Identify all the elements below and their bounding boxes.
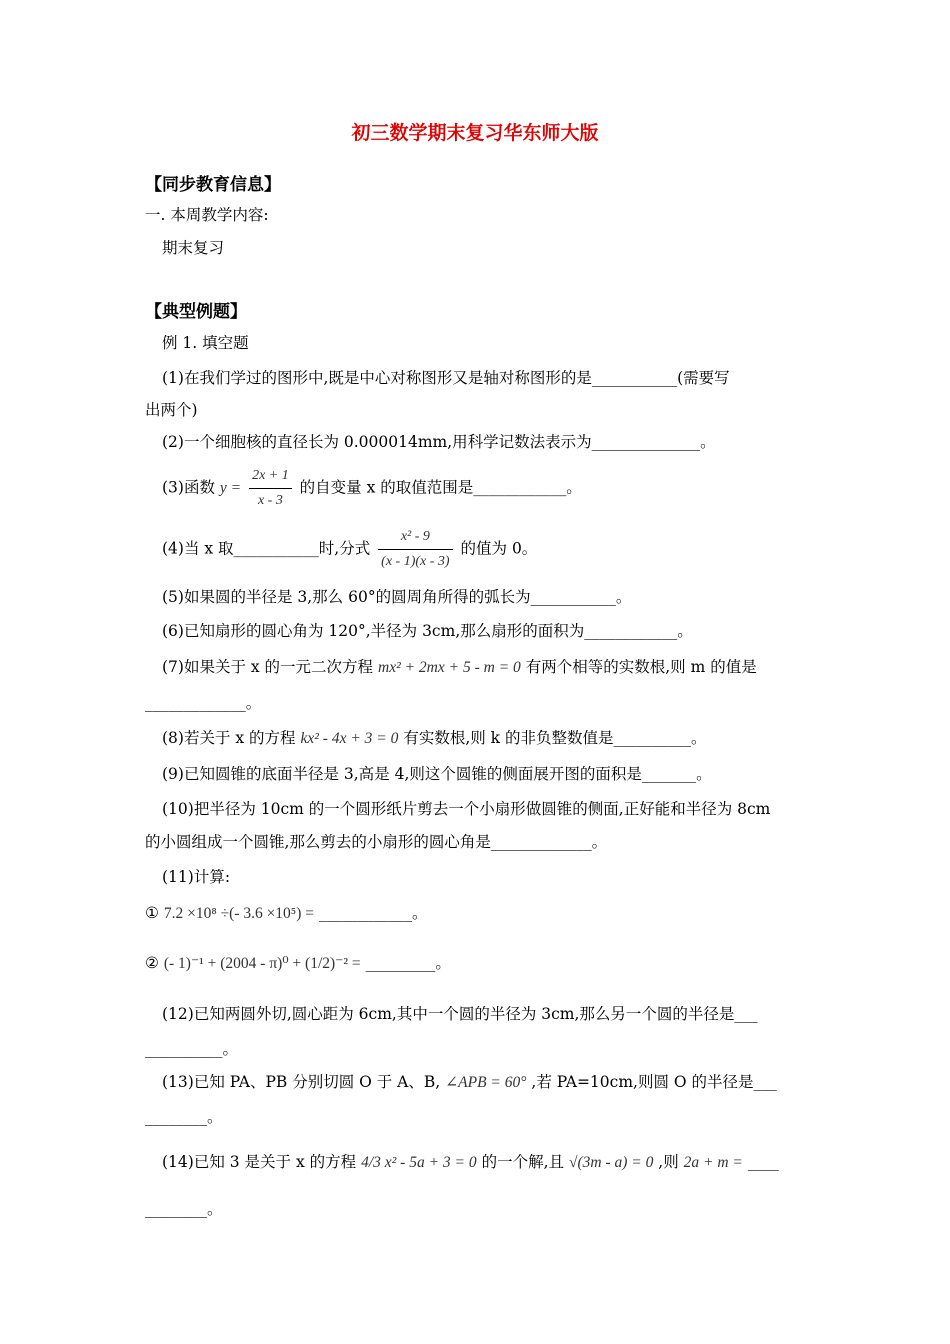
- question-4-prefix: (4)当 x 取___________时,分式: [162, 539, 371, 558]
- question-14-equation: 4/3 x² - 5a + 3 = 0: [361, 1154, 477, 1171]
- question-13-angle: ∠APB = 60°: [445, 1074, 527, 1091]
- question-13: [162, 1072, 777, 1093]
- question-3-denominator: x - 3: [257, 493, 283, 508]
- question-8-suffix: 有实数根,则 k 的非负整数值是__________。: [403, 729, 707, 747]
- question-14-middle: 的一个解,且: [481, 1153, 564, 1171]
- question-12-line-1: (12)已知两圆外切,圆心距为 6cm,其中一个圆的半径为 3cm,那么另一个圆的半径是___: [162, 1005, 758, 1023]
- question-7-equation: mx² + 2mx + 5 - m = 0: [378, 659, 521, 676]
- question-7-line-2: _____________。: [145, 694, 262, 712]
- info-line-2: 期末复习: [162, 239, 225, 257]
- question-14-line-2: ________。: [145, 1200, 223, 1218]
- question-14-sqrt-condition: √(3m - a) = 0: [568, 1154, 654, 1171]
- question-1-line-2: 出两个): [145, 401, 198, 419]
- question-10-line-2: 的小圆组成一个圆锥,那么剪去的小扇形的圆心角是_____________。: [145, 833, 608, 851]
- question-4-numerator: x² - 9: [378, 527, 452, 550]
- question-3-prefix: (3)函数: [162, 478, 215, 497]
- question-11-item-1-expression: 7.2 ×10⁸ ÷(- 3.6 ×10⁵) =: [163, 905, 314, 922]
- question-3: [162, 466, 582, 511]
- question-13-suffix: ,若 PA=10cm,则圆 O 的半径是___: [531, 1073, 777, 1091]
- question-3-numerator: 2x + 1: [249, 466, 292, 489]
- question-3-fraction: [249, 466, 292, 511]
- question-11-item-2-marker: ②: [145, 954, 159, 972]
- question-3-function-y: y =: [219, 479, 242, 497]
- question-11: (11)计算:: [162, 868, 231, 886]
- question-13-prefix: (13)已知 PA、PB 分别切圆 O 于 A、B,: [162, 1073, 441, 1091]
- question-14-middle-2: ,则: [658, 1153, 679, 1171]
- section-examples-heading: 【典型例题】: [145, 302, 247, 322]
- question-8-equation: kx² - 4x + 3 = 0: [300, 730, 399, 747]
- question-13-line-2: ________。: [145, 1108, 223, 1126]
- question-11-item-1-marker: ①: [145, 904, 159, 922]
- question-12-line-2: __________。: [145, 1040, 239, 1058]
- question-1-line-1: (1)在我们学过的图形中,既是中心对称图形又是轴对称图形的是___________(需要写: [162, 369, 730, 387]
- question-14-expression: 2a + m =: [683, 1154, 743, 1171]
- question-11-item-1-blank: ____________。: [318, 904, 428, 922]
- section-info-heading: 【同步教育信息】: [145, 175, 281, 195]
- question-4-fraction: [378, 527, 452, 572]
- question-4-suffix: 的值为 0。: [460, 539, 538, 558]
- question-6: (6)已知扇形的圆心角为 120°,半径为 3cm,那么扇形的面积为____________。: [162, 622, 693, 640]
- document-title: 初三数学期末复习华东师大版: [351, 122, 599, 144]
- question-8-prefix: (8)若关于 x 的方程: [162, 729, 296, 747]
- question-8: [162, 728, 707, 749]
- question-3-suffix: 的自变量 x 的取值范围是____________。: [299, 478, 582, 497]
- question-14-blank: ____: [747, 1153, 779, 1171]
- question-9: (9)已知圆锥的底面半径是 3,高是 4,则这个圆锥的侧面展开图的面积是_______。: [162, 765, 712, 783]
- question-14-prefix: (14)已知 3 是关于 x 的方程: [162, 1153, 357, 1171]
- question-11-item-2-expression: (- 1)⁻¹ + (2004 - π)⁰ + (1/2)⁻² =: [163, 955, 361, 972]
- question-5: (5)如果圆的半径是 3,那么 60°的圆周角所得的弧长为___________。: [162, 588, 632, 606]
- question-10-line-1: (10)把半径为 10cm 的一个圆形纸片剪去一个小扇形做圆锥的侧面,正好能和半径为 8cm: [162, 800, 771, 818]
- example-heading: 例 1. 填空题: [162, 334, 249, 352]
- question-2: (2)一个细胞核的直径长为 0.000014mm,用科学记数法表示为______________。: [162, 433, 716, 451]
- question-4: [162, 527, 537, 572]
- info-line-1: 一. 本周教学内容:: [145, 206, 269, 224]
- question-7-prefix: (7)如果关于 x 的一元二次方程: [162, 658, 374, 676]
- question-11-item-2: [145, 953, 451, 974]
- question-7-suffix: 有两个相等的实数根,则 m 的值是: [525, 658, 757, 676]
- question-11-item-1: [145, 903, 427, 924]
- question-4-denominator: (x - 1)(x - 3): [381, 554, 450, 569]
- question-7: [162, 657, 757, 678]
- question-11-item-2-blank: _________。: [365, 954, 451, 972]
- question-14: [162, 1152, 779, 1173]
